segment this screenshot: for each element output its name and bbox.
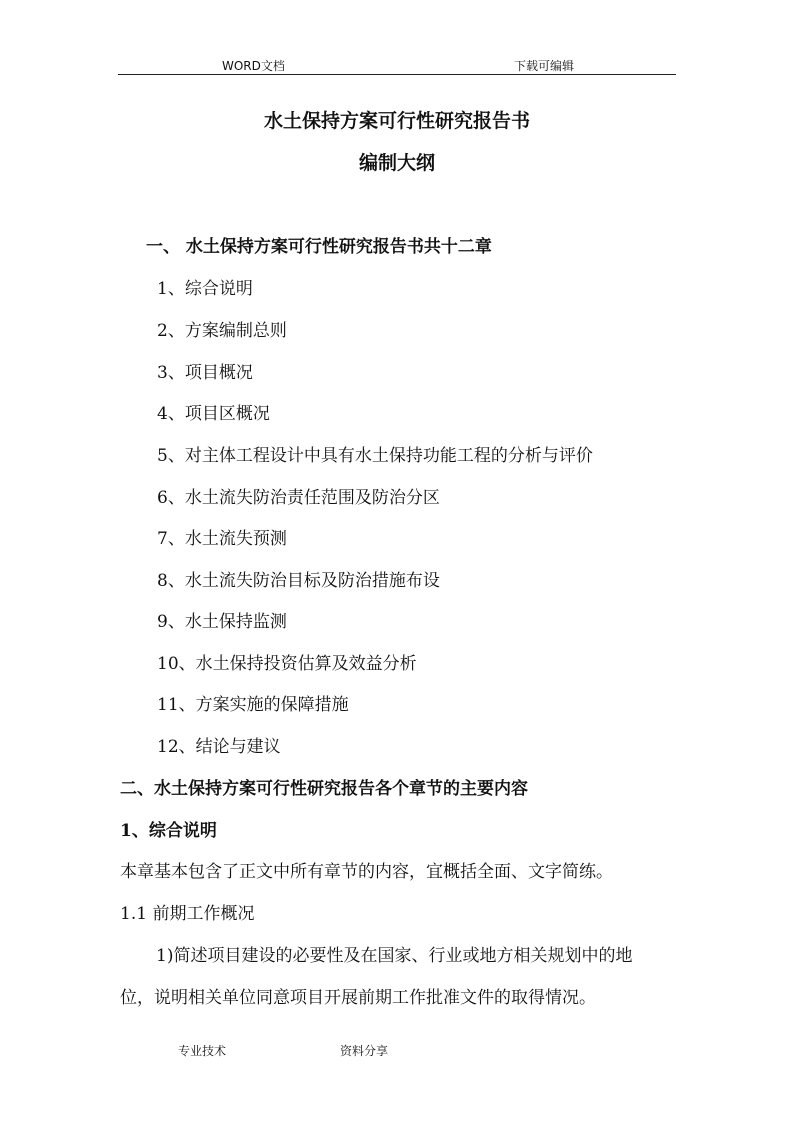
header-right-text: 下载可编辑 bbox=[514, 59, 575, 73]
paragraph-line-2: 位，说明相关单位同意项目开展前期工作批准文件的取得情况。 bbox=[120, 988, 596, 1008]
chapter-item: 8、水土流失防治目标及防治措施布设 bbox=[157, 571, 440, 591]
section2-subheading: 1、综合说明 bbox=[120, 821, 217, 841]
section2-heading: 二、水土保持方案可行性研究报告各个章节的主要内容 bbox=[120, 779, 528, 799]
chapter-item: 7、水土流失预测 bbox=[157, 529, 287, 549]
section2-subsubheading: 1.1 前期工作概况 bbox=[120, 904, 255, 924]
chapter-item: 6、水土流失防治责任范围及防治分区 bbox=[157, 488, 440, 508]
section1-heading: 一、 水土保持方案可行性研究报告书共十二章 bbox=[146, 237, 492, 257]
chapter-item: 2、方案编制总则 bbox=[157, 321, 287, 341]
chapter-item: 5、对主体工程设计中具有水土保持功能工程的分析与评价 bbox=[157, 446, 593, 466]
chapter-item: 4、项目区概况 bbox=[157, 404, 270, 424]
chapter-item: 3、项目概况 bbox=[157, 363, 253, 383]
chapter-item: 1、综合说明 bbox=[157, 279, 253, 299]
chapter-item: 10、水土保持投资估算及效益分析 bbox=[157, 654, 417, 674]
page-header bbox=[118, 54, 676, 75]
paragraph-line-1: 1)简述项目建设的必要性及在国家、行业或地方相关规划中的地 bbox=[156, 946, 633, 966]
header-left-text: WORD文档 bbox=[222, 59, 285, 73]
footer-left-text: 专业技术 bbox=[178, 1044, 227, 1058]
chapter-item: 12、结论与建议 bbox=[157, 737, 281, 757]
document-title: 水土保持方案可行性研究报告书 bbox=[263, 110, 530, 132]
chapter-item: 11、方案实施的保障措施 bbox=[157, 695, 349, 715]
document-subtitle: 编制大纲 bbox=[358, 152, 435, 174]
section2-intro: 本章基本包含了正文中所有章节的内容，宜概括全面、文字简练。 bbox=[120, 862, 613, 882]
chapter-item: 9、水土保持监测 bbox=[157, 612, 287, 632]
footer-right-text: 资料分享 bbox=[340, 1044, 389, 1058]
